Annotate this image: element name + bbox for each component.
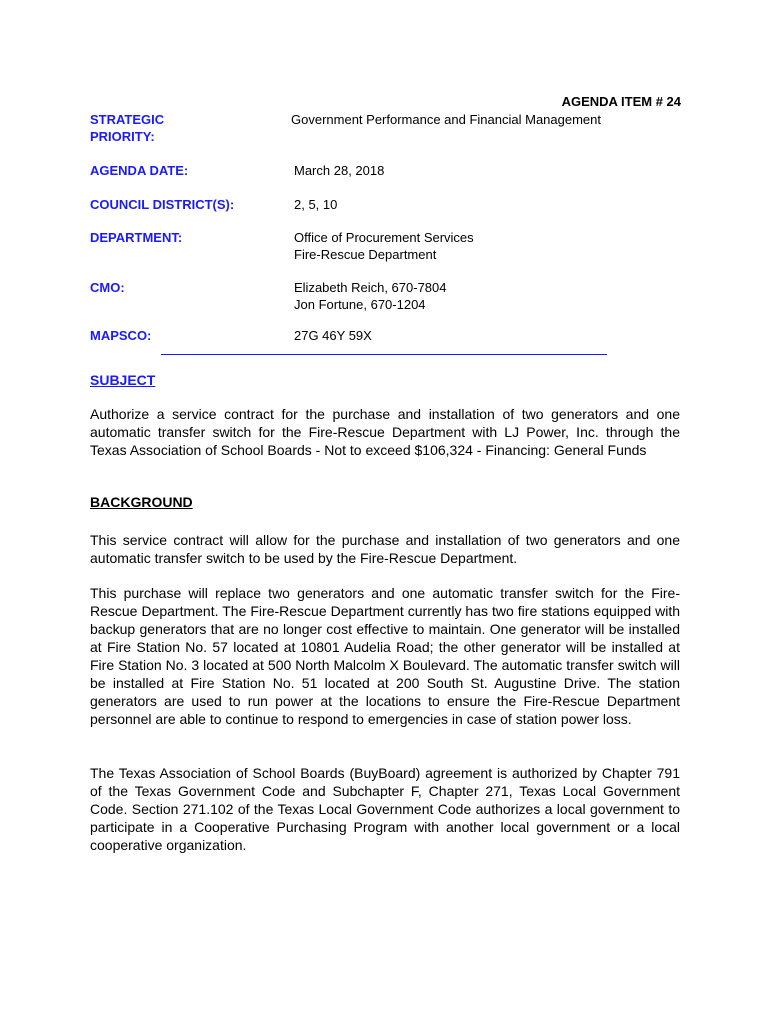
header-divider xyxy=(161,354,607,355)
background-heading: BACKGROUND xyxy=(90,494,193,510)
agenda-date-label: AGENDA DATE: xyxy=(90,163,189,178)
mapsco-label: MAPSCO: xyxy=(90,328,152,343)
council-districts-value: 2, 5, 10 xyxy=(294,197,338,212)
cmo-label: CMO: xyxy=(90,280,125,295)
mapsco-value: 27G 46Y 59X xyxy=(294,328,372,343)
subject-text: Authorize a service contract for the purchase and installation of two generators and one automatic transfer switch for the Fire-Rescue Department with LJ Power, Inc. through the Texas Association of School Boards - Not to exceed $106,324 - Financing: General Funds xyxy=(90,406,680,458)
council-districts-label: COUNCIL DISTRICT(S): xyxy=(90,197,235,212)
strategic-priority-value: Government Performance and Financial Management xyxy=(291,112,601,127)
cmo-value: Elizabeth Reich, 670-7804 Jon Fortune, 670-1204 xyxy=(294,280,447,312)
strategic-priority-label: STRATEGIC PRIORITY: xyxy=(90,112,165,144)
department-value: Office of Procurement Services Fire-Rescue Department xyxy=(294,230,474,262)
agenda-item-number: AGENDA ITEM # 24 xyxy=(561,94,681,109)
background-paragraph-2: This purchase will replace two generators and one automatic transfer switch for the Fire-Rescue Department. The Fire-Rescue Department currently has two fire stations equipped with backup generators that are no longer cost effective to maintain. One generator will be installed at Fire Station No. 57 located at 10801 Audelia Road; the other generator will be installed at Fire Station No. 3 located at 500 North Malcolm X Boulevard. The automatic transfer switch will be installed at Fire Station No. 51 located at 200 South St. Augustine Drive. The station generators are used to run power at the locations to ensure the Fire-Rescue Department personnel are able to continue to respond to emergencies in case of station power loss. xyxy=(90,585,680,727)
subject-heading: SUBJECT xyxy=(90,372,156,388)
background-paragraph-3: The Texas Association of School Boards (BuyBoard) agreement is authorized by Chapter 791 of the Texas Government Code and Subchapter F, Chapter 271, Texas Local Government Code. Section 271.102 of the Texas Local Government Code authorizes a local government to participate in a Cooperative Purchasing Program with another local government or a local cooperative organization. xyxy=(90,765,680,853)
department-label: DEPARTMENT: xyxy=(90,230,183,245)
agenda-date-value: March 28, 2018 xyxy=(294,163,385,178)
background-paragraph-1: This service contract will allow for the purchase and installation of two generators and one automatic transfer switch to be used by the Fire-Rescue Department. xyxy=(90,532,680,566)
